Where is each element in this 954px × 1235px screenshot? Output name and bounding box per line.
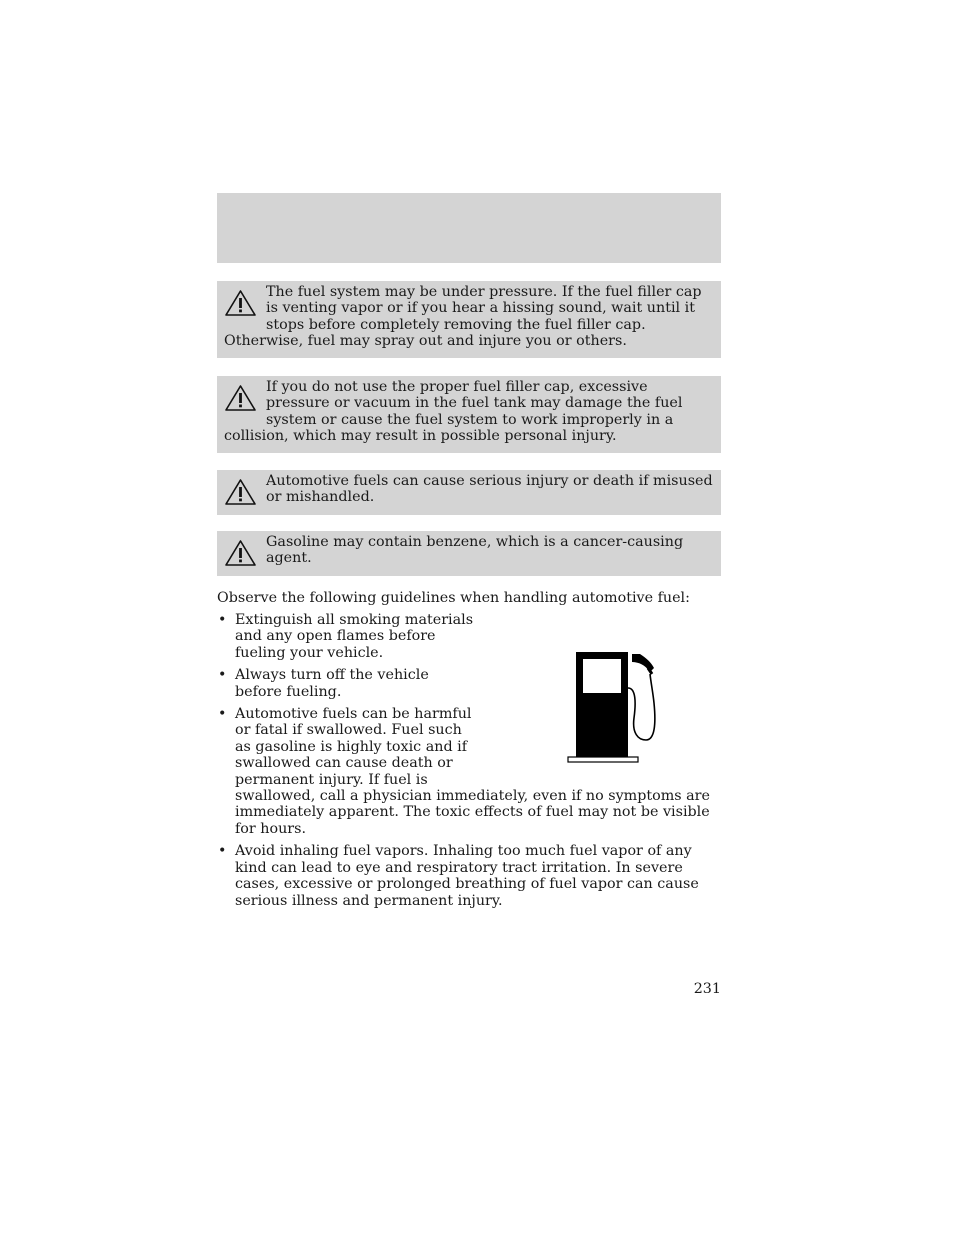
intro-paragraph: Observe the following guidelines when handling automotive fuel: xyxy=(217,590,690,606)
list-item xyxy=(217,843,713,909)
warning-box xyxy=(217,376,721,453)
warning-box xyxy=(217,531,721,576)
list-item-text-continued: swallowed, call a physician immediately, even if no symptoms are immediately apparent. The toxic effects of fuel may not be visible for hours. xyxy=(235,788,710,837)
list-item-text: Extinguish all smoking materials and any open flames before fueling your vehicle. xyxy=(235,612,474,661)
warning-box xyxy=(217,281,721,358)
warning-text: Automotive fuels can cause serious injury or death if misused or mishandled. xyxy=(266,473,713,506)
page-number: 231 xyxy=(693,981,721,997)
warning-triangle-icon xyxy=(224,478,257,506)
list-item-text: Always turn off the vehicle before fueling. xyxy=(235,667,429,700)
bullet-dot: • xyxy=(218,667,227,684)
list-item-text: Avoid inhaling fuel vapors. Inhaling too much fuel vapor of any kind can lead to eye and respiratory tract irritation. In severe cases, excessive or prolonged breathing of fuel vapor can cause serious illness and permanent injury. xyxy=(235,843,699,909)
warning-triangle-icon xyxy=(224,539,257,567)
warning-text: The fuel system may be under pressure. If the fuel filler cap is venting vapor or if you hear a hissing sound, wait until it stops before completely removing the fuel filler cap. Otherwise, fuel may spray out and injure you or others. xyxy=(224,284,702,350)
bullet-dot: • xyxy=(218,706,227,723)
warning-text: Gasoline may contain benzene, which is a cancer-causing agent. xyxy=(266,534,684,567)
bullet-dot: • xyxy=(218,843,227,860)
warning-triangle-icon xyxy=(224,289,257,317)
warning-text: If you do not use the proper fuel filler cap, excessive pressure or vacuum in the fuel tank may damage the fuel system or cause the fuel system to work improperly in a collision, which may result in possible personal injury. xyxy=(224,379,683,445)
fuel-pump-icon xyxy=(566,648,660,764)
warning-box xyxy=(217,470,721,515)
warning-triangle-icon xyxy=(224,384,257,412)
list-item-text: Automotive fuels can be harmful or fatal if swallowed. Fuel such as gasoline is highly toxic and if swallowed can cause death or permanent injury. If fuel is xyxy=(235,706,472,788)
section-header-band xyxy=(217,193,721,263)
bullet-dot: • xyxy=(218,612,227,628)
